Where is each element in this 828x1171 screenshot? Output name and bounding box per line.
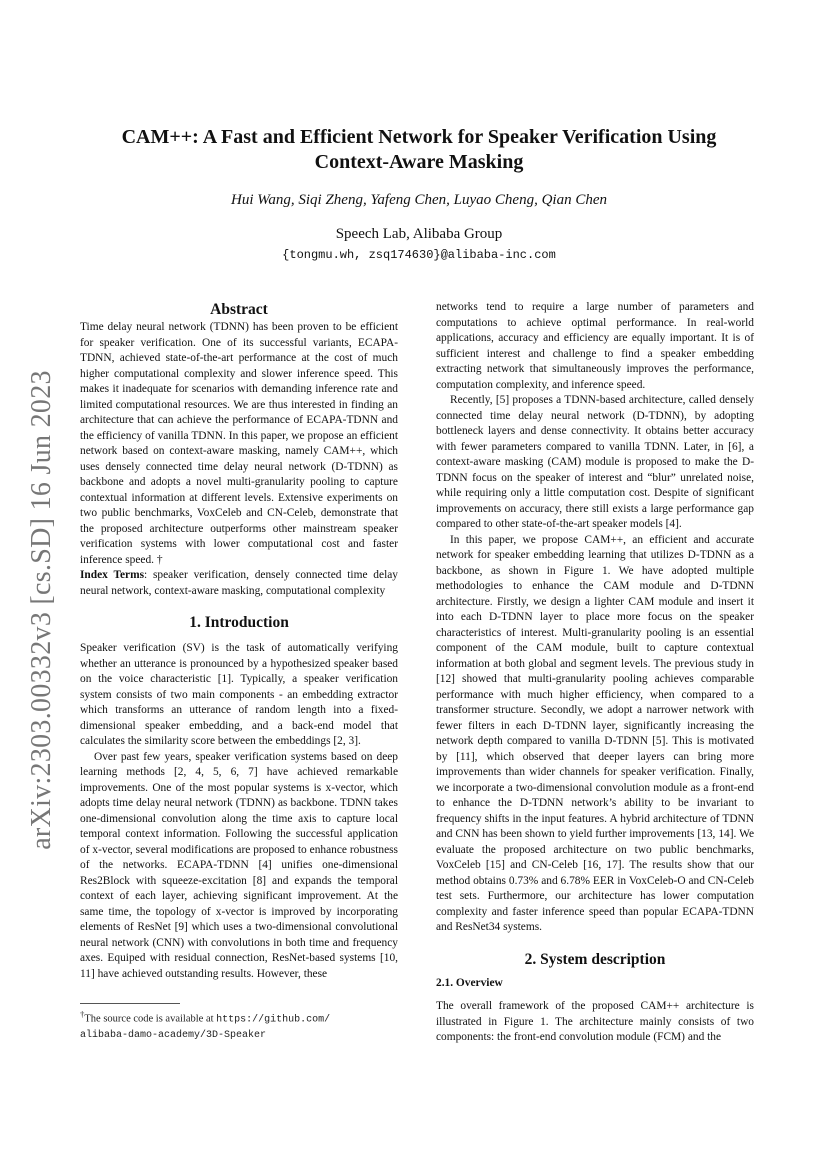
arxiv-id: arXiv:2303.00332v3 [cs.SD] 16 Jun 2023 (26, 370, 57, 850)
footnote-rule (80, 1003, 180, 1004)
footnote-mark: † (80, 1009, 85, 1019)
intro-heading: 1. Introduction (189, 614, 289, 631)
system-paragraph-1: The overall framework of the proposed CAM++ architecture is illustrated in Figure 1. The architecture mainly consists of two components: the front-end convolution module (FCM) and the (436, 1000, 754, 1043)
index-terms-label: Index Terms (80, 569, 145, 581)
arxiv-stamp (22, 360, 62, 860)
abstract-heading: Abstract (210, 301, 268, 318)
footnote-url-1[interactable]: https://github.com/ (216, 1014, 331, 1026)
footnote (80, 1003, 398, 1043)
title-line-1: CAM++: A Fast and Efficient Network for Speaker Verification Using (121, 126, 717, 148)
footnote-text (80, 1007, 398, 1043)
system-heading: 2. System description (524, 950, 666, 968)
authors: Hui Wang, Siqi Zheng, Yafeng Chen, Luyao Cheng, Qian Chen (231, 192, 607, 208)
intro-paragraph-4: Recently, [5] proposes a TDNN-based architecture, called densely connected time delay neural network (D-TDNN), by adopting bottleneck layers and dense connectivity. It obtains better accuracy with fewer parameters compared to vanilla TDNN. Later, in [6], a context-aware masking (CAM) module is proposed to make the D-TDNN focus on the speaker of interest and “blur” unrelated noise, while requiring only a little computation cost. Despite of significant improvements on accuracy, there still exists a large performance gap compared to other state-of-the-art speaker models [4]. (436, 394, 754, 530)
intro-paragraph-1: Speaker verification (SV) is the task of automatically verifying whether an utterance is pronounced by a hypothesized speaker based on the voice characteristic [1]. Typically, a speaker verification system consists of two main components - an embedding extractor which transforms an utterance of random length into a fixed-dimensional speaker embedding, and a back-end model that calculates the similarity score between the embeddings [2, 3]. (80, 642, 398, 747)
affiliation: Speech Lab, Alibaba Group (335, 226, 503, 242)
intro-paragraph-5: In this paper, we propose CAM++, an efficient and accurate network for speaker embedding learning that utilizes D-TDNN as a backbone, as shown in Figure 1. We have adopted multiple methodologies to enhance the CAM module and D-TDNN architecture. Firstly, we design a lighter CAM module and insert it into each D-TDNN layer to place more focus on the speaker characteristics of interest. Multi-granularity pooling is an essential component of the CAM module, built to capture contextual information at both global and segment levels. The previous study in [12] showed that multi-granularity pooling achieves comparable performance with much higher efficiency, when compared to a transformer structure. Secondly, we adopt a narrower network with fewer filters in each D-TDNN layer, significantly increasing the network depth compared to vanilla D-TDNN [5]. This is motivated by [11], which observed that deeper layers can bring more improvements than wider channels for speaker verification. Finally, we incorporate a two-dimensional convolution module as a front-end to enhance the D-TDNN network’s ability to be invariant to frequency shifts in the input features. A hybrid architecture of TDNN and CNN has been shown to yield further improvements [13, 14]. We evaluate the proposed architecture on two public benchmarks, VoxCeleb [15] and CN-Celeb [16, 17]. The results show that our method obtains 0.73% and 6.78% EER in VoxCeleb-O and CN-Celeb test sets. Furthermore, our architecture has lower computation complexity and faster inference speed than popular ECAPA-TDNN and ResNet34 systems. (436, 533, 754, 933)
index-terms (80, 568, 398, 599)
email: {tongmu.wh, zsq174630}@alibaba-inc.com (282, 248, 556, 262)
left-column (80, 300, 398, 982)
right-column (436, 300, 754, 1046)
abstract-text: Time delay neural network (TDNN) has been proven to be efficient for speaker verification. One of its successful variants, ECAPA-TDNN, achieved state-of-the-art performance at the cost of much higher computational complexity and slower inference speed. This makes it inadequate for scenarios with demanding inference rate and limited computational resources. We are thus interested in finding an architecture that can achieve the performance of ECAPA-TDNN and the efficiency of vanilla TDNN. In this paper, we propose an efficient network based on context-aware masking, namely CAM++, which uses densely connected time delay neural network (D-TDNN) as backbone and adopts a novel multi-granularity pooling to capture contextual information at different levels. Extensive experiments on two public benchmarks, VoxCeleb and CN-Celeb, demonstrate that the proposed architecture outperforms other mainstream speaker verification systems with lower computational cost and faster inference speed. † (80, 321, 398, 566)
title-line-2: Context-Aware Masking (314, 151, 524, 173)
index-terms-text: : speaker verification, densely connected time delay neural network, context-aware masking, computational complexity (80, 569, 398, 597)
footnote-label: The source code is available at (84, 1013, 214, 1025)
overview-heading: 2.1. Overview (436, 976, 503, 989)
footnote-url-2[interactable]: alibaba-damo-academy/3D-Speaker (80, 1029, 267, 1041)
intro-paragraph-2: Over past few years, speaker verification systems based on deep learning methods [2, 4, 5, 6, 7] have achieved remarkable improvements. One of the most popular systems is x-vector, which adopts time delay neural network (TDNN) as backbone. TDNN takes one-dimensional convolution along the time axis to capture local temporal context information. Following the successful application of x-vector, several modifications are proposed to enhance robustness of the networks. ECAPA-TDNN [4] unifies one-dimensional Res2Block with squeeze-excitation [8] and expands the temporal context of each layer, achieving significant improvement. At the same time, the topology of x-vector is improved by incorporating elements of ResNet [9] which uses a two-dimensional convolutional neural network (CNN) with convolutions in both time and frequency axes. Equiped with residual connection, ResNet-based systems [10, 11] have achieved outstanding results. However, these (80, 750, 398, 980)
paper-title (80, 125, 758, 175)
intro-paragraph-3: networks tend to require a large number of parameters and computations to achieve optimal performance. In real-world applications, accuracy and efficiency are equally important. It is of sufficient interest and challenge to find a speaker embedding extracting network that simultaneously improves the performance, computation complexity, and inference speed. (436, 301, 754, 391)
